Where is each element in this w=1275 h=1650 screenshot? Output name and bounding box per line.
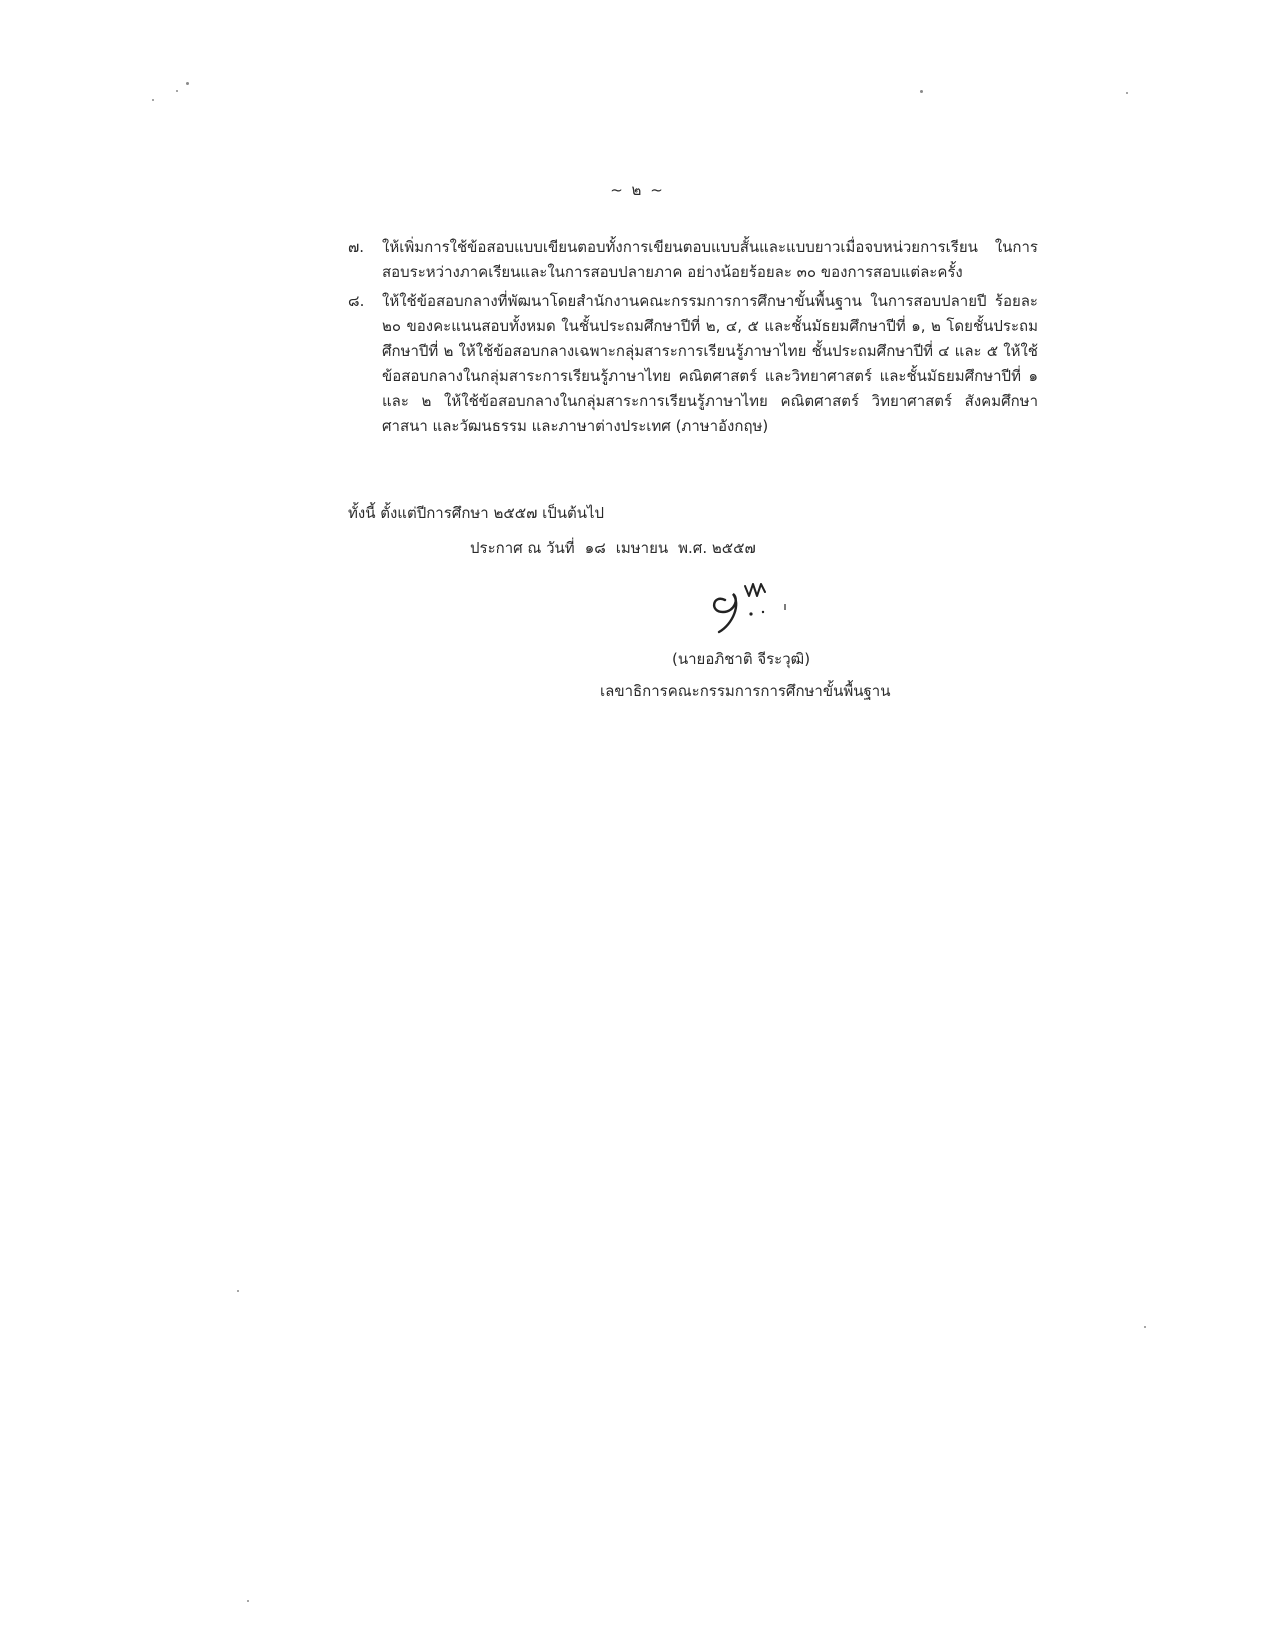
signer-title: เลขาธิการคณะกรรมการการศึกษาขั้นพื้นฐาน [600, 682, 891, 700]
list-item-number: ๘. [348, 292, 365, 310]
list-item-number: ๗. [348, 238, 365, 256]
announcement-year: พ.ศ. ๒๕๕๗ [678, 539, 756, 557]
scan-speck [176, 90, 178, 92]
scan-speck [152, 99, 154, 101]
list-item-text: ให้เพิ่มการใช้ข้อสอบแบบเขียนตอบทั้งการเขียนตอบแบบสั้นและแบบยาวเมื่อจบหน่วยการเรียน ในการสอบระหว่างภาคเรียนและในการสอบปลายภาค อย่างน้อยร้อยละ ๓๐ ของการสอบแต่ละครั้ง [382, 238, 1038, 281]
body-text [348, 235, 1038, 443]
handwritten-signature [705, 574, 825, 636]
list-item-8 [348, 289, 1038, 439]
scan-speck [247, 1600, 249, 1602]
scan-speck [1126, 92, 1128, 94]
scan-speck [920, 90, 923, 93]
list-item-text: ให้ใช้ข้อสอบกลางที่พัฒนาโดยสำนักงานคณะกรรมการการศึกษาขั้นพื้นฐาน ในการสอบปลายปี ร้อยละ ๒๐ ของคะแนนสอบทั้งหมด ในชั้นประถมศึกษาปีที่ ๒, ๔, ๕ และชั้นมัธยมศึกษาปีที่ ๑, ๒ โดยชั้นประถมศึกษาปีที่ ๒ ให้ใช้ข้อสอบกลางเฉพาะกลุ่มสาระการเรียนรู้ภาษาไทย ชั้นประถมศึกษาปีที่ ๔ และ ๕ ให้ใช้ข้อสอบกลางในกลุ่มสาระการเรียนรู้ภาษาไทย คณิตศาสตร์ และวิทยาศาสตร์ และชั้นมัธยมศึกษาปีที่ ๑ และ ๒ ให้ใช้ข้อสอบกลางในกลุ่มสาระการเรียนรู้ภาษาไทย คณิตศาสตร์ วิทยาศาสตร์ สังคมศึกษา ศาสนา และวัฒนธรรม และภาษาต่างประเทศ (ภาษาอังกฤษ) [382, 292, 1038, 435]
announcement-date [470, 536, 766, 561]
page-number: ~ ๒ ~ [610, 181, 665, 199]
announcement-label: ประกาศ ณ วันที่ [470, 539, 575, 557]
scan-speck [237, 1290, 239, 1292]
scan-speck [186, 82, 189, 85]
signer-name: (นายอภิชาติ จีระวุฒิ) [672, 650, 811, 668]
scan-speck [1144, 1326, 1146, 1328]
closing-statement: ทั้งนี้ ตั้งแต่ปีการศึกษา ๒๕๕๗ เป็นต้นไป [348, 504, 605, 522]
announcement-month: เมษายน [615, 539, 669, 557]
announcement-day: ๑๘ [584, 539, 606, 557]
list-item-7 [348, 235, 1038, 285]
